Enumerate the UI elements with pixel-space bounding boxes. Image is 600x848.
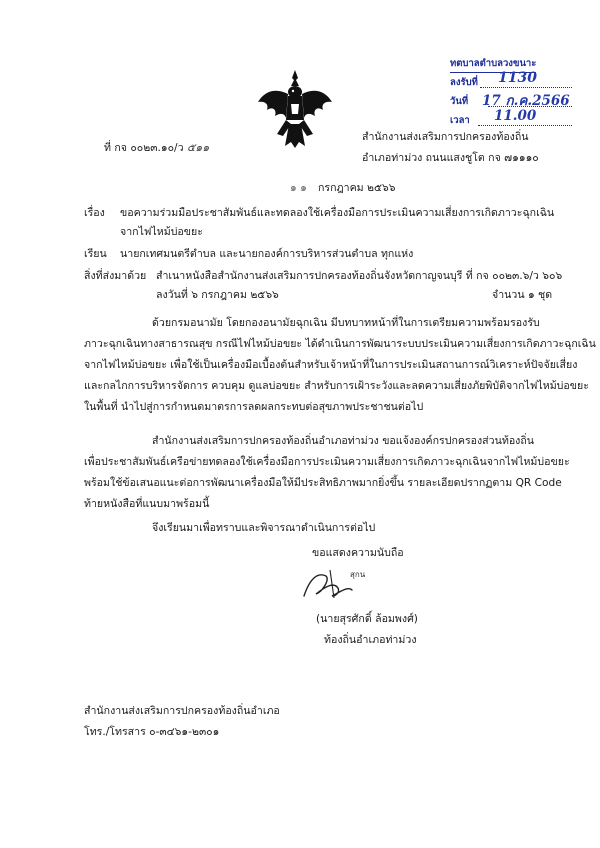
recipient-label: เรียน	[84, 248, 107, 260]
footer-phone: โทร./โทรสาร ๐-๓๔๖๑-๒๓๐๑	[84, 726, 220, 738]
body-para3: จึงเรียนมาเพื่อทราบและพิจารณาดำเนินการต่อไป	[152, 522, 376, 534]
body-para2-line-2: เพื่อประชาสัมพันธ์เครือข่ายทดลองใช้เครื่องมือการประเมินความเสี่ยงการเกิดภาวะฉุกเฉินจากไฟไหม้บ่อขยะ	[84, 456, 570, 468]
stamp-org-label: ทตบาลตำบลวงขนาะ	[450, 56, 536, 73]
signer-title: ท้องถิ่นอำเภอท่าม่วง	[324, 634, 417, 646]
attachment-quantity: จำนวน ๑ ชุด	[492, 289, 553, 301]
receipt-stamp	[448, 56, 578, 130]
document-date: กรกฎาคม ๒๕๖๖	[318, 182, 396, 194]
stamp-time-label: เวลา	[450, 115, 470, 126]
document-number: ที่ กจ ๐๐๒๓.๑๐/ว ๕๑๑	[104, 141, 210, 154]
footer-office: สำนักงานส่งเสริมการปกครองท้องถิ่นอำเภอ	[84, 705, 280, 717]
body-para1-line-3: จากไฟไหม้บ่อขยะ เพื่อใช้เป็นเครื่องมือเบื้องต้นสำหรับเจ้าหน้าที่ในการประเมินสถานการณ์วิเคราะห์ปัจจัยเสี่ยง	[84, 359, 578, 371]
body-para1-line-2: ภาวะฉุกเฉินทางสาธารณสุข กรณีไฟไหม้บ่อขยะ ได้ดำเนินการพัฒนาระบบประเมินความเสี่ยงการเกิดภาวะฉุกเฉิน	[84, 338, 596, 350]
recipient-text: นายกเทศมนตรีตำบล และนายกองค์การบริหารส่วนตำบล ทุกแห่ง	[120, 248, 414, 260]
sender-organization: สำนักงานส่งเสริมการปกครองท้องถิ่น	[362, 131, 529, 143]
closing-regards: ขอแสดงความนับถือ	[312, 547, 404, 559]
body-para1-line-1: ด้วยกรมอนามัย โดยกองอนามัยฉุกเฉิน มีบทบาทหน้าที่ในการเตรียมความพร้อมรองรับ	[152, 317, 540, 329]
signature-initials: สุกน	[350, 570, 366, 579]
stamp-received-number: 1130	[498, 70, 537, 86]
body-para2-line-4: ท้ายหนังสือที่แนบมาพร้อมนี้	[84, 498, 210, 510]
subject-line-1: ขอความร่วมมือประชาสัมพันธ์และทดลองใช้เครื่องมือการประเมินความเสี่ยงการเกิดภาวะฉุกเฉิน	[120, 207, 555, 219]
body-para2-line-3: พร้อมใช้ข้อเสนอแนะต่อการพัฒนาเครื่องมือให้มีประสิทธิภาพมากยิ่งขึ้น รายละเอียดปรากฏตาม QR Code	[84, 477, 562, 489]
subject-line-2: จากไฟไหม้บ่อขยะ	[120, 226, 203, 238]
body-para1-line-4: และกลไกการบริหารจัดการ ควบคุม ดูแลบ่อขยะ สำหรับการเฝ้าระวังและลดความเสี่ยงภัยพิบัติจากไฟไหม้บ่อขยะ	[84, 380, 589, 392]
body-para2-line-1: สำนักงานส่งเสริมการปกครองท้องถิ่นอำเภอท่าม่วง ขอแจ้งองค์กรปกครองส่วนท้องถิ่น	[152, 435, 535, 447]
signer-name: (นายสุรศักดิ์ ล้อมพงศ์)	[316, 613, 418, 625]
date-day-mark: ๑ ๑	[290, 182, 307, 194]
subject-label: เรื่อง	[84, 207, 105, 219]
stamp-time-value: 11.00	[494, 108, 537, 124]
attachment-label: สิ่งที่ส่งมาด้วย	[84, 270, 147, 282]
sender-address: อำเภอท่าม่วง ถนนแสงชูโต กจ ๗๑๑๑๐	[362, 152, 539, 164]
body-para1-line-5: ในพื้นที่ นำไปสู่การกำหนดมาตรการลดผลกระทบต่อสุขภาพประชาชนต่อไป	[84, 401, 424, 413]
attachment-line-2: ลงวันที่ ๖ กรกฎาคม ๒๕๖๖	[156, 289, 279, 301]
stamp-date-label: วันที่	[450, 96, 469, 107]
handwritten-signature	[296, 566, 386, 606]
attachment-line-1: สำเนาหนังสือสำนักงานส่งเสริมการปกครองท้องถิ่นจังหวัดกาญจนบุรี ที่ กจ ๐๐๒๓.๖/ว ๖๐๖	[156, 270, 563, 282]
document-number-handwritten: ๕๑๑	[186, 141, 210, 154]
stamp-received-label: ลงรับที่	[450, 77, 478, 88]
stamp-date-value: 17 ก.ค.2566	[482, 93, 570, 109]
garuda-emblem-icon	[255, 68, 335, 150]
